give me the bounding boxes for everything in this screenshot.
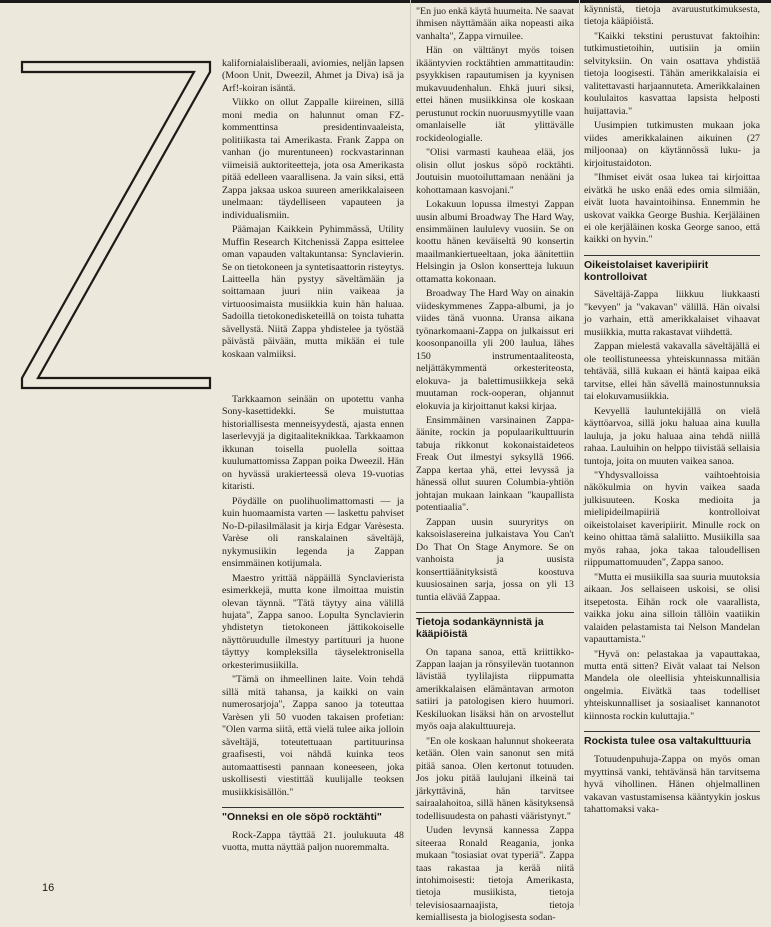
paragraph: Tarkkaamon seinään on upotettu vanha Sony-kasettidekki. Se muistuttaa historiallisesta menneisyydestä, ajasta ennen laserlevyjä ja digitaaliteknikkaa. Tarkkaamon ikkunan toisella puolella soittaa kuulumattomissa Zappan poika Dweezil. Hän on hyvässä urakierteessä oleva 19-vuotias kitaristi. [222, 394, 404, 493]
paragraph: "Hyvä on: pelastakaa ja vapauttakaa, mutta entä sitten? Eivät valaat tai Nelson Mandela ole oleellisia yhteiskunnallisia ongelmia. Eivätkä taas todelliset yhteiskunnalliset ja sosiaaliset kannanotot kiinnosta rockin kuluttajia." [584, 648, 760, 722]
paragraph: Totuudenpuhuja-Zappa on myös oman myyttinsä vanki, tehtävänsä hän tarvitsema hyvä vihollinen. Hänen ohjelmallinen vakavan vastustamisensa kääntyykin joskus tahattomaksi vaka- [584, 754, 760, 815]
article-column-2 [416, 6, 574, 927]
paragraph: kalifornialaisliberaali, aviomies, neljän lapsen (Moon Unit, Dweezil, Ahmet ja Diva) isä ja Arf!-koiran isäntä. [222, 58, 404, 94]
subheading: Tietoja sodankäynnistä ja kääpiöistä [416, 612, 574, 641]
paragraph: "Tämä on ihmeellinen laite. Voin tehdä sillä mitä tahansa, ja kaikki on vain numerosarjoja", Zappa sanoo ja toteuttaa Varèsen yli 50 vuoden takaisen profetian: "Olen varma siitä, että vielä tulee aika jolloin säveltäjä, toteutettuaan partituurinsa graafisesti, voi nähdä kuinka teos automaattisesti pannaan koneeseen, joka uskollisesti viestittää kuulijalle teoksen musiikkisisällön." [222, 674, 404, 798]
subheading: "Onneksi en ole söpö rocktähti" [222, 807, 404, 824]
paragraph: "Yhdysvalloissa vaihtoehtoisia näkökulmia on hyvin vaikea saada julkisuuteen. Koska medioita ja mielipideilmapiiriä kontrolloivat oikeistolaiset kaveripiirit. Minulle rock on keino ohittaa tämä salaliitto. Musiikilla saa myös rahaa, joka takaa taloudellisen riippumattomuuden", Zappa sanoo. [584, 469, 760, 569]
subheading: Rockista tulee osa valtakulttuuria [584, 731, 760, 748]
subheading: Oikeistolaiset kaveripiirit kontrolloivat [584, 255, 760, 284]
paragraph: Maestro yrittää näppäillä Synclavierista esimerkkejä, mutta kone ilmoittaa muistin olevan täynnä. "Tätä täytyy aina välillä hujata", Zappa sanoo. Lopulta Synclavierin yhdistetyn tietokoneen jättikokoiselle näyttöruudulle ilmestyy partituuri ja huone täyttyy kompleksilla täyselektronisella orkesterimusiikilla. [222, 572, 404, 671]
paragraph: "Ihmiset eivät osaa lukea tai kirjoittaa eivätkä he usko enää edes omia silmiään, eivät luota havaintoihinsa. Ennemmin he uskovat vaikka George Bushia. Kerjäläinen ei ole kerjäläinen koska George sanoo, että kaikki on hyvin." [584, 172, 760, 246]
paragraph: Päämajan Kaikkein Pyhimmässä, Utility Muffin Research Kitchenissä Zappa esittelee oman vapauden valtakuntansa: Synclavierin. Se on tietokoneen ja syntetisaattorin risteytys. Laitteella hän pystyy säveltämään ja soittamaan juuri niin vaikeaa ja virtuoosimaista musiikkia kuin hän haluaa. Sadoilla tietokonedisketeillä on toista tuhatta sävellystä. Niitä Zappa yhdistelee ja työstää päivästä päivään, mutta mikään ei tule koskaan valmiiksi. [222, 224, 404, 360]
column-divider [410, 0, 411, 906]
paragraph: Viikko on ollut Zappalle kiireinen, sillä moni media on halunnut oman FZ-kommenttinsa presidentinvaaleista, politiikasta tai Amerikasta. Frank Zappa on vanhan (jo murentuneen) rockvastarinnan viimeisiä auktoriteetteja, jota osa Amerikasta pitää edelleen vaarallisena. Ja vain siksi, että Zappa jaksaa uskoa suureen amerikkalaiseen unelmaan: täydelliseen vapauteen ja individualismiin. [222, 97, 404, 221]
paragraph: Zappan uusin suuryritys on kaksoislasereina julkaistava You Can't Do That On Stage Anymore. Se on vanhoista ja uusista konserttiäänityksistä koostuva kuusiosainen sarja, jossa on yli 13 tuntia elävää Zappaa. [416, 516, 574, 603]
column-divider [579, 0, 580, 906]
top-rule [0, 0, 771, 3]
paragraph: Lokakuun lopussa ilmestyi Zappan uusin albumi Broadway The Hard Way, ensimmäinen laululevy vuosiin. Se on koottu hänen keväiseltä 90 konsertin maailmankiertueeltaan, joka äänitettiin Helsingin ja Oslon konsertteja lukuun ottamatta kokonaan. [416, 199, 574, 285]
paragraph: Uuden levynsä kannessa Zappa siteeraa Ronald Reagania, jonka mukaan "tosiasiat ovat typeriä". Zappa taas rakastaa ja kerää niitä intohimoisesti: tietoja Amerikasta, tietoja musiikista, tietoja televisiosaarnaajista, tietoja kemiallisesta ja biologisesta sodan- [416, 825, 574, 924]
paragraph: "Olisi varmasti kauheaa elää, jos olisin ollut joskus söpö rocktähti. Joutuisin muotoiluttamaan nenääni ja kohottamaan kasvojani." [416, 147, 574, 196]
paragraph: "En ole koskaan halunnut shokeerata ketään. Olen vain sanonut sen mitä pitää sanoa. Olen kertonut totuuden. Jos joku pitää laulujani ilkeinä tai järkyttävinä, hän tarvitsee sairaalahoitoa, sillä hänen käsityksensä todellisuudesta on pahasti vääristynyt." [416, 735, 574, 822]
paragraph: On tapana sanoa, että kriittikko-Zappan laajan ja rönsyilevän tuotannon lävistää tyylilajista riippumatta amerikkalaisen elämäntavan armoton satiiri ja patologisen kiero huumori. Keskiluokan lisäksi hän on arvostellut myös oaja alakulttuureja. [416, 646, 574, 733]
dropcap-letter-z [18, 60, 214, 390]
article-column-1-bottom [222, 394, 404, 857]
paragraph: Ensimmäinen varsinainen Zappa-äänite, rockin ja populaarikulttuurin tabuja rikkonut kokonaistaideteos Freak Out ilmestyi syksyllä 1966. Zappa kertaa yhä, ettei levyssä ja hänessä ollut suuren Columbia-yhtiön johtajan mukaan lainkaan "kaupallista potentiaalia". [416, 415, 574, 514]
paragraph: "En juo enkä käytä huumeita. Ne saavat ihmisen näyttämään aika nopeasti aika vanhalta", Zappa virnuilee. [416, 6, 574, 42]
paragraph: Säveltäjä-Zappa liikkuu liukkaasti "kevyen" ja "vakavan" välillä. Hän oivalsi jo varhain, että amerikkalaiset vihaavat musiikkia, mutta rakastavat viihdettä. [584, 289, 760, 338]
article-column-3 [584, 4, 760, 818]
page-number: 16 [42, 882, 55, 894]
paragraph: Hän on välttänyt myös toisen ikääntyvien rocktähtien ammattitaudin: psyykkisen rapautumisen ja kyynisen mukavuudenhalun. Ehkä juuri siksi, ettei hänen musiikkinsa ole koskaan perustunut rockin nuoruusmyytille vaan omanlaiselle iät ylittävälle rockideologialle. [416, 45, 574, 144]
paragraph: "Kaikki tekstini perustuvat faktoihin: tutkimustietoihin, uutisiin ja omiin selvityksiin. On vain osattava yhdistää tietoja loogisesti. Tähän amerikkalaisia ei valitettavasti harjaannuteta. Amerikkalainen koululaitos kasvattaa lapsista helposti huijattavia." [584, 30, 760, 117]
paragraph: Zappan mielestä vakavalla säveltäjällä ei ole teollistuneessa yhteiskunnassa mitään tehtävää, sillä kukaan ei häntä kaipaa eikä tarvitse, ellei hän sävellä mainostunnuksia tai elokuvamusiikkia. [584, 341, 760, 403]
paragraph: Rock-Zappa täyttää 21. joulukuuta 48 vuotta, mutta näyttää paljon nuoremmalta. [222, 829, 404, 854]
paragraph: käynnistä, tietoja avaruustutkimuksesta, tietoja kääpiöistä. [584, 4, 760, 28]
paragraph: "Mutta ei musiikilla saa suuria muutoksia aikaan. Jos sellaiseen uskoisi, se olisi itsepetosta. Eihän rock ole vaarallista, vaikka joku aina silloin tällöin vaatiikin valaiden pelastamista tai Nelson Mandelan vapauttamista." [584, 571, 760, 646]
paragraph: Uusimpien tutkimusten mukaan joka viides amerikkalainen aikuinen (27 miljoonaa) on käytännössä luku- ja kirjoitustaidoton. [584, 120, 760, 169]
paragraph: Broadway The Hard Way on ainakin viideskymmenes Zappa-albumi, ja jo viides tänä vuonna. Uransa aikana työnarkomaani-Zappa on julkaissut eri koosonpanoilla yli 200 laulua, lähes 150 instrumentaaliteosta, neljättäkymmentä orkesteriteosta, elokuva- ja balettimusiikkeja sekä muutaman rock-ooperan, ohjannut elokuvia ja kirjoittanut kaksi kirjaa. [416, 288, 574, 412]
article-column-1-top [222, 58, 404, 363]
paragraph: Kevyellä lauluntekijällä on vielä käyttöarvoa, sillä joku haluaa aina kuulla lauluja, ja joku haluaa aina tehdä niillä rahaa. Lauluihin on helppo tiivistää sellaisia tuntoja, joita on muuten vaikea sanoa. [584, 405, 760, 467]
paragraph: Pöydälle on puolihuolimattomasti — ja kuin huomaamista varten — laskettu pahviset No-D-pilasilmälasit ja kirja Edgar Varèsesta. Varèse oli ranskalainen säveltäjä, nykymusiikin legenda ja Zappan ensimmäinen kotijumala. [222, 495, 404, 570]
